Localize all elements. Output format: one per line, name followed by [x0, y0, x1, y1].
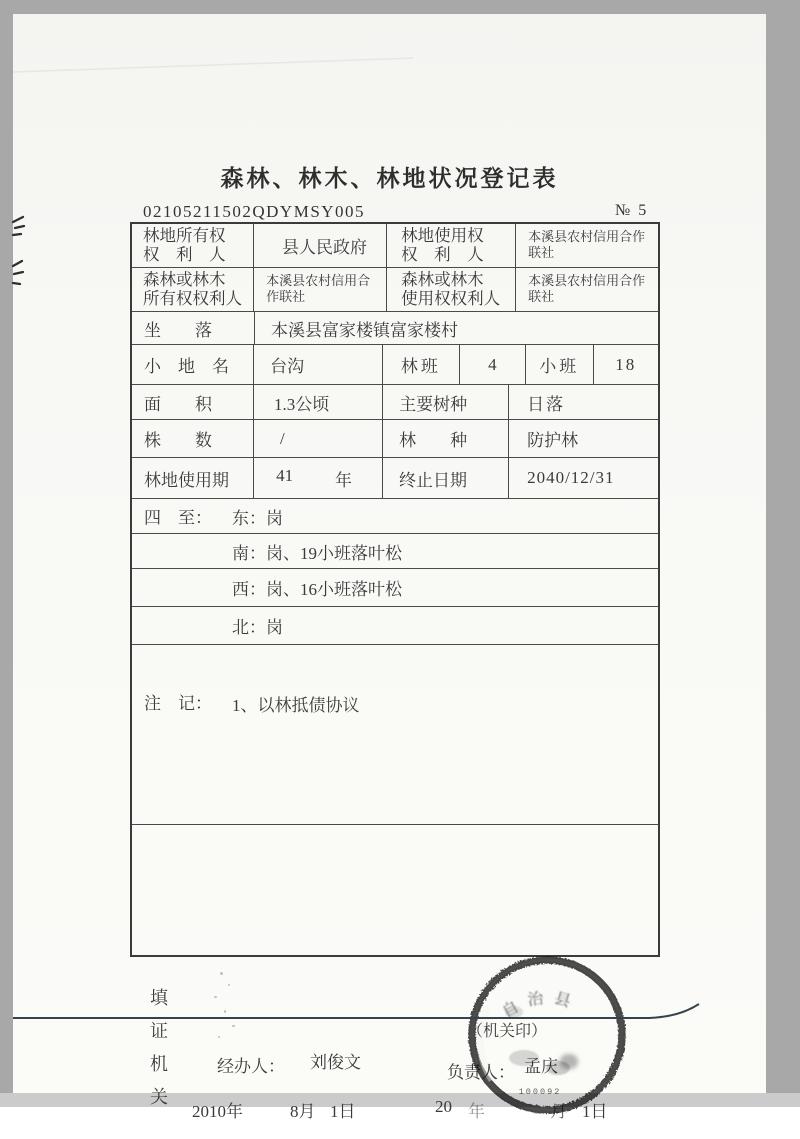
- species-label: 主要树种: [383, 385, 509, 419]
- table-row: [132, 268, 658, 312]
- use-period-value: 41 年: [254, 458, 383, 498]
- boundary-row-south: [132, 534, 658, 569]
- table-row: [132, 312, 658, 345]
- official-seal-stamp: [462, 950, 632, 1120]
- paper-crease-line: [13, 14, 766, 94]
- operator-label: 经办人：: [217, 1057, 285, 1076]
- boundary-row-east: [132, 499, 658, 534]
- stamp-rim-glyphs: 自治县: [499, 989, 582, 1022]
- sub-section-label: 小班: [526, 345, 593, 384]
- table-row: [132, 458, 658, 499]
- manager-date-prefix: 20: [435, 1097, 452, 1116]
- manager-date-month: 月: [550, 1102, 567, 1121]
- tree-count-label: 株 数: [132, 420, 254, 457]
- land-owner-label: 林地所有权 权 利 人: [132, 224, 254, 267]
- location-value: 本溪县富家楼镇富家楼村: [271, 320, 458, 340]
- land-user-label: 林地使用权 权 利 人: [387, 224, 516, 267]
- table-row: [132, 345, 658, 385]
- notes-label: 注 记：: [144, 694, 212, 713]
- left-edge-handwriting-marks: [13, 204, 43, 304]
- place-name-label: 小 地 名: [132, 345, 254, 384]
- forest-owner-value: 本溪县农村信用合作联社: [254, 268, 387, 311]
- forest-section-value: 4: [460, 345, 526, 384]
- operator-date-month: 8月: [290, 1102, 316, 1121]
- sheet-number: № 5: [615, 202, 649, 219]
- boundary-north-value: 北：岗: [232, 618, 283, 637]
- area-value: 1.3公顷: [254, 385, 383, 419]
- manager-date-year: 年: [468, 1102, 485, 1121]
- species-value: 日落: [527, 394, 566, 414]
- issuer-vertical-label: 填证机关: [148, 988, 168, 1120]
- paper-sheet: [13, 14, 766, 1121]
- forest-type-value: 防护林: [527, 431, 579, 450]
- manager-date-day: 1日: [582, 1102, 608, 1121]
- table-row: [132, 224, 658, 268]
- land-user-value: 本溪县农村信用合作联社: [528, 229, 646, 260]
- boundary-west-value: 西：岗、16小班落叶松: [232, 580, 402, 599]
- end-date-label: 终止日期: [383, 458, 509, 498]
- land-owner-value: 县人民政府: [254, 224, 387, 267]
- manager-label: 负责人：: [447, 1063, 515, 1082]
- forest-type-label: 林 种: [383, 420, 509, 457]
- manager-name: 孟庆: [524, 1057, 558, 1076]
- operator-date-year: 2010年: [192, 1102, 243, 1121]
- boundary-row-west: [132, 569, 658, 607]
- sub-section-value: 18: [615, 354, 637, 374]
- forest-owner-label: 森林或林木 所有权权利人: [132, 268, 254, 311]
- place-name-value: 台沟: [254, 345, 383, 384]
- notes-row: [132, 680, 658, 825]
- location-label: 坐 落: [132, 312, 255, 344]
- forest-user-value: 本溪县农村信用合作联社: [528, 273, 646, 304]
- boundary-south-value: 南：岗、19小班落叶松: [232, 543, 402, 563]
- forest-section-label: 林班: [383, 345, 459, 384]
- use-period-label: 林地使用期: [132, 458, 254, 498]
- seal-placeholder-note: （机关印）: [467, 1023, 548, 1040]
- notes-value: 1、以林抵债协议: [232, 696, 360, 715]
- pencil-speckle: [220, 972, 223, 975]
- scan-stray-line: [13, 994, 766, 1034]
- pencil-speckle: [228, 984, 230, 986]
- end-date-value: 2040/12/31: [527, 468, 615, 487]
- boundary-row-north: [132, 607, 658, 645]
- pencil-speckle: [218, 1036, 220, 1038]
- table-row: [132, 385, 658, 420]
- boundary-east-value: 东：岗: [232, 508, 283, 528]
- area-label: 面 积: [132, 385, 254, 419]
- boundaries-label: 四 至：: [144, 508, 212, 528]
- forest-user-label: 森林或林木 使用权权利人: [387, 268, 516, 311]
- form-serial-code: 02105211502QDYMSY005: [143, 202, 366, 221]
- table-row: [132, 420, 658, 458]
- operator-name: 刘俊文: [310, 1053, 361, 1072]
- page-title: 森林、林木、林地状况登记表: [220, 165, 559, 191]
- registration-table: [130, 222, 660, 1121]
- operator-date-day: 1日: [330, 1102, 356, 1121]
- tree-count-value: /: [254, 420, 383, 457]
- stamp-serial-digits: 100092: [518, 1087, 562, 1097]
